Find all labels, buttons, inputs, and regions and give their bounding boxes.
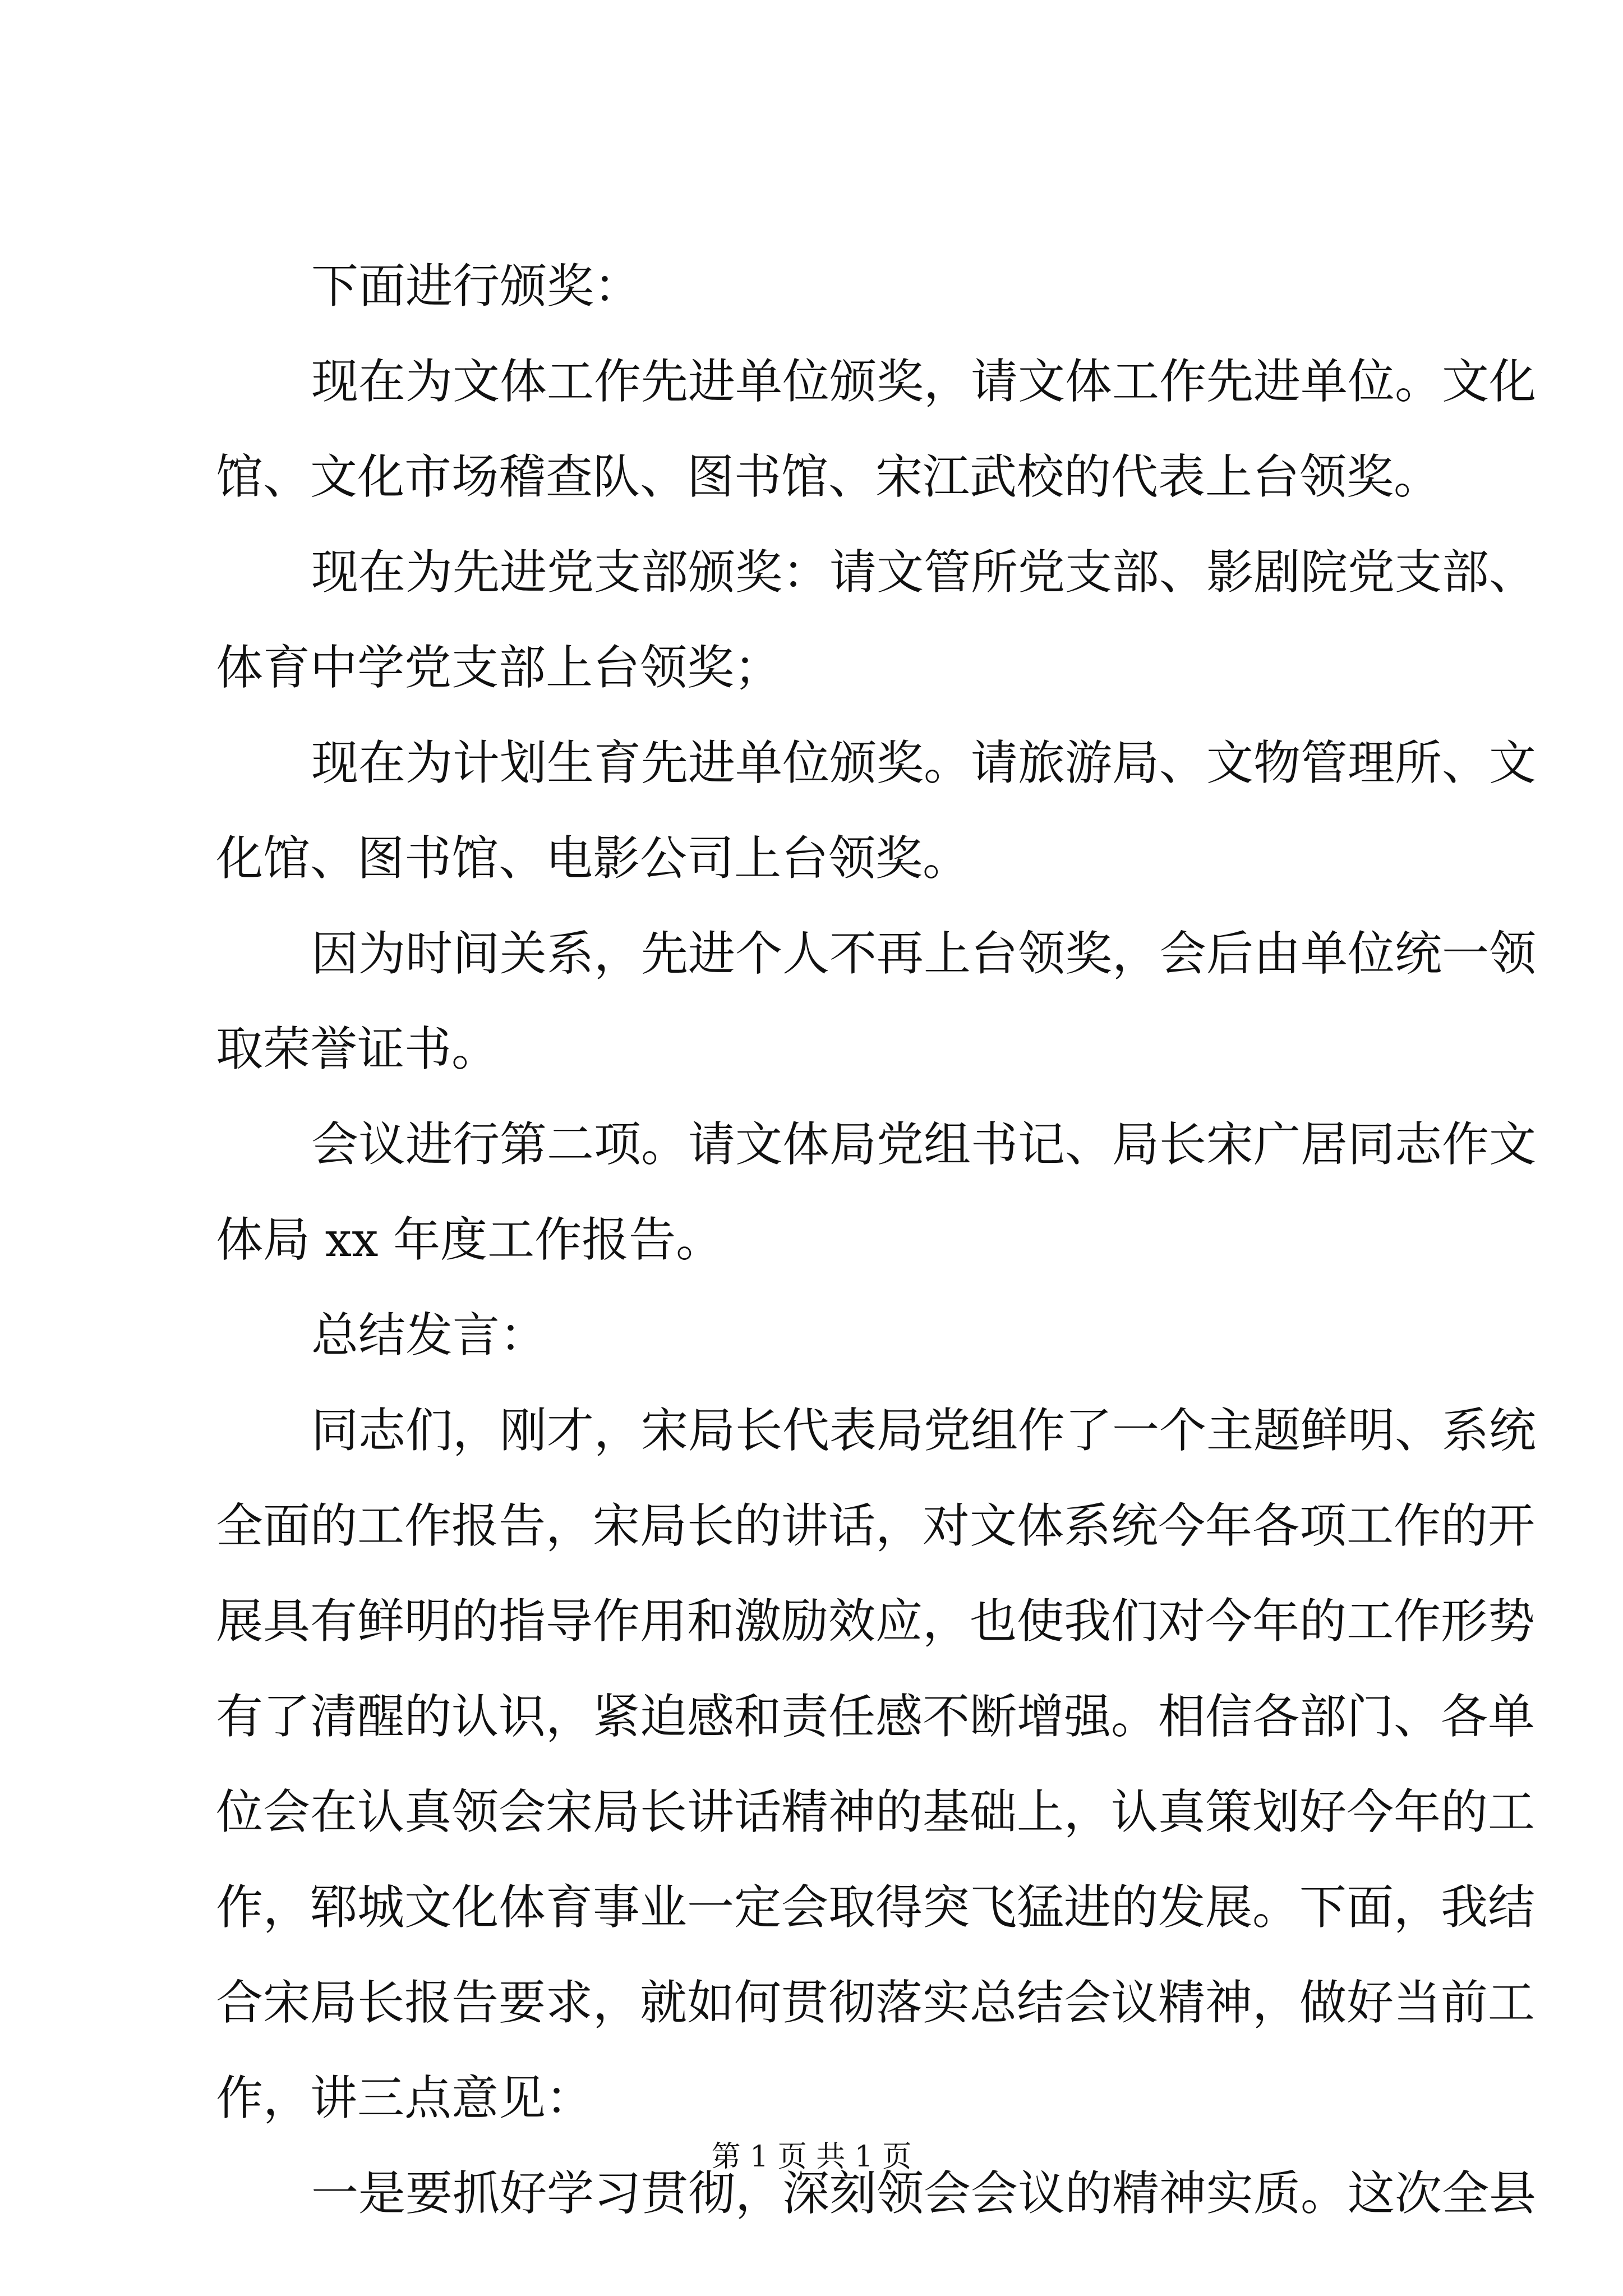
paragraph-line: 下面进行颁奖：: [311, 259, 642, 314]
paragraph-line: 现在为计划生育先进单位颁奖。请旅游局、文物管理所、文: [311, 735, 1537, 790]
paragraph-line: 一是要抓好学习贯彻，深刻领会会议的精神实质。这次全县: [311, 2166, 1537, 2221]
paragraph-line: 作，讲三点意见：: [216, 2070, 593, 2125]
paragraph-line: 会议进行第二项。请文体局党组书记、局长宋广居同志作文: [311, 1117, 1537, 1172]
paragraph-line: 作，郓城文化体育事业一定会取得突飞猛进的发展。下面，我结: [216, 1880, 1536, 1935]
paragraph-line: 取荣誉证书。: [216, 1022, 499, 1076]
paragraph-line: 总结发言：: [311, 1308, 547, 1363]
paragraph-line: 有了清醒的认识，紧迫感和责任感不断增强。相信各部门、各单: [216, 1689, 1536, 1744]
paragraph-line: 合宋局长报告要求，就如何贯彻落实总结会议精神，做好当前工: [216, 1975, 1536, 2030]
paragraph-line: 体局 xx 年度工作报告。: [216, 1212, 723, 1267]
paragraph-line: 体育中学党支部上台领奖；: [216, 640, 782, 695]
page-footer: [0, 2134, 1623, 2179]
paragraph-line: 现在为先进党支部颁奖：请文管所党支部、影剧院党支部、: [311, 545, 1537, 600]
paragraph-line: 全面的工作报告，宋局长的讲话，对文体系统今年各项工作的开: [216, 1498, 1536, 1553]
paragraph-line: 现在为文体工作先进单位颁奖，请文体工作先进单位。文化: [311, 354, 1537, 409]
paragraph-line: 展具有鲜明的指导作用和激励效应，也使我们对今年的工作形势: [216, 1594, 1536, 1649]
paragraph-line: 同志们，刚才，宋局长代表局党组作了一个主题鲜明、系统: [311, 1403, 1537, 1458]
paragraph-line: 馆、文化市场稽查队、图书馆、宋江武校的代表上台领奖。: [216, 449, 1441, 504]
paragraph-line: 位会在认真领会宋局长讲话精神的基础上，认真策划好今年的工: [216, 1784, 1536, 1839]
paragraph-line: 因为时间关系，先进个人不再上台领奖，会后由单位统一领: [311, 926, 1537, 981]
body-text: [216, 238, 1537, 2241]
page-number-label: 第 1 页 共 1 页: [711, 2140, 912, 2174]
paragraph-line: 化馆、图书馆、电影公司上台领奖。: [216, 831, 970, 886]
